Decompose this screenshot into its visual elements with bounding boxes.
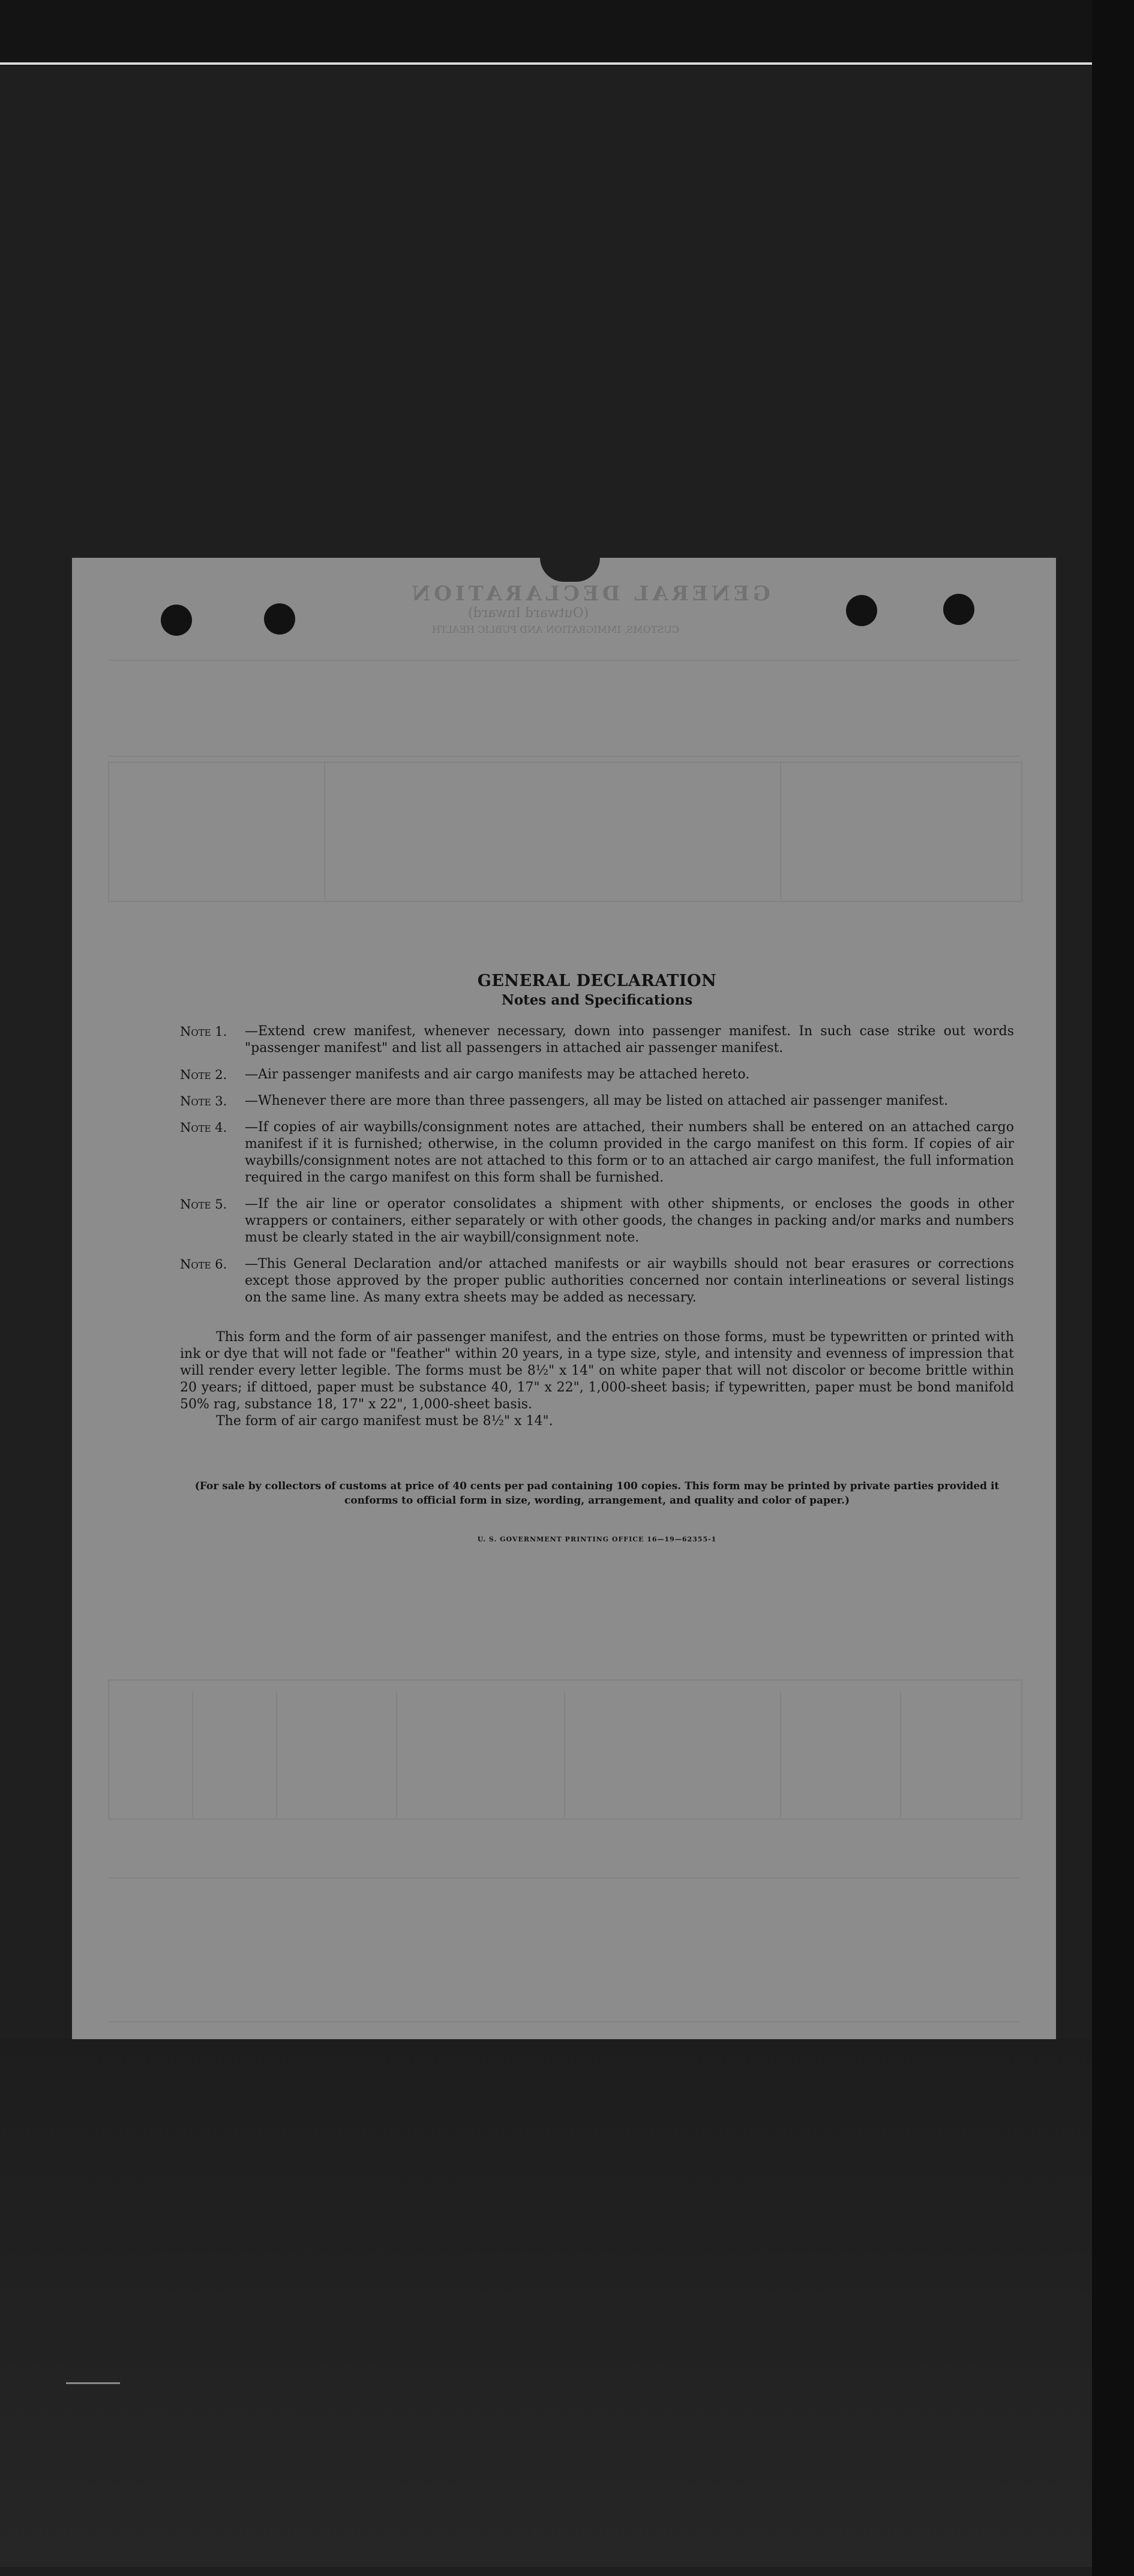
film-right-edge — [1092, 0, 1134, 2576]
notes-and-specifications — [180, 972, 1014, 1543]
bleed-through-line: CUSTOMS, IMMIGRATION AND PUBLIC HEALTH — [432, 624, 680, 635]
note-label: Note 2. — [180, 1068, 227, 1082]
ghost-column — [780, 1691, 781, 1817]
note-label: Note 5. — [180, 1197, 227, 1212]
note-3 — [180, 1093, 1014, 1110]
note-5 — [180, 1196, 1014, 1246]
note-2 — [180, 1066, 1014, 1083]
document-sheet — [72, 558, 1056, 2039]
ghost-rule — [108, 660, 1020, 661]
note-label: Note 3. — [180, 1094, 227, 1108]
note-text: —Air passenger manifests and air cargo manifests may be attached hereto. — [245, 1067, 750, 1082]
ghost-column — [900, 1691, 901, 1817]
note-label: Note 6. — [180, 1257, 227, 1272]
bleed-through-subtitle: (Outward Inward) — [468, 606, 589, 621]
bleed-through-title: GENERAL DECLARATION — [408, 582, 770, 606]
page-subtitle: Notes and Specifications — [501, 992, 693, 1008]
ghost-column — [396, 1691, 397, 1817]
note-text: —If the air line or operator consolidates a shipment with other shipments, or encloses the goods in other wrappers or containers, either separately or with other goods, the changes in packing and/or marks and numbers must be clearly stated in the air waybill/consignment note. — [245, 1197, 1014, 1245]
printer-imprint: U. S. GOVERNMENT PRINTING OFFICE 16—19—62355-1 — [477, 1535, 717, 1543]
note-label: Note 1. — [180, 1024, 227, 1039]
note-text: —Extend crew manifest, whenever necessary, down into passenger manifest. In such case strike out words "passenger manifest" and list all passengers in attached air passenger manifest. — [245, 1024, 1014, 1056]
form-specification-paragraph: This form and the form of air passenger manifest, and the entries on those forms, must be typewritten or printed with ink or dye that will not fade or "feather" within 20 years, in a type size, style, and intensity and evenness of impression that will render every letter legible. The forms must be 8½" x 14" on white paper that will not discolor or become brittle within 20 years; if dittoed, paper must be substance 40, 17" x 22", 1,000-sheet basis; if typewritten, paper must be bond manifold 50% rag, substance 18, 17" x 22", 1,000-sheet basis. — [180, 1330, 1014, 1412]
page-title: GENERAL DECLARATION — [477, 972, 717, 990]
ghost-column — [780, 762, 781, 900]
film-top-strip — [0, 0, 1134, 66]
note-6 — [180, 1256, 1014, 1306]
note-text: —Whenever there are more than three passengers, all may be listed on attached air passenger manifest. — [245, 1093, 949, 1108]
ghost-column — [324, 762, 325, 900]
note-1 — [180, 1023, 1014, 1057]
film-lower-band — [0, 2039, 1134, 2567]
note-text: —This General Declaration and/or attached manifests or air waybills should not bear erasures or corrections except those approved by the proper public authorities concerned nor contain interlineations or several listings on the same line. As many extra sheets may be added as necessary. — [245, 1257, 1014, 1305]
cargo-manifest-size-line: The form of air cargo manifest must be 8½" x 14". — [216, 1414, 553, 1429]
note-label: Note 4. — [180, 1120, 227, 1135]
film-frame-mark — [66, 2382, 120, 2384]
note-text: —If copies of air waybills/consignment notes are attached, their numbers shall be entered on an attached cargo manifest if it is furnished; otherwise, in the column provided in the cargo manifest on this form. If copies of air waybills/consignment notes are not attached to this form or to an attached air cargo manifest, the full information required in the cargo manifest on this form shall be furnished. — [245, 1120, 1014, 1185]
punch-hole-right-1 — [846, 595, 877, 626]
ghost-column — [276, 1691, 277, 1817]
punch-hole-left-2 — [264, 603, 295, 635]
ghost-column — [192, 1691, 193, 1817]
ghost-column — [564, 1691, 565, 1817]
note-4 — [180, 1119, 1014, 1186]
ghost-cargo-table — [108, 1679, 1022, 1820]
sale-note: (For sale by collectors of customs at price of 40 cents per pad containing 100 copies. This form may be printed by private parties provided it conforms to official form in size, wording, arrangement, and quality and color of paper.) — [194, 1480, 1000, 1507]
ghost-rule — [108, 756, 1020, 757]
ghost-table — [108, 762, 1022, 902]
ghost-rule — [108, 2021, 1020, 2022]
punch-hole-left-1 — [161, 605, 192, 636]
punch-hole-right-2 — [943, 594, 974, 625]
sheet-notch — [540, 558, 600, 582]
film-edge-line — [0, 62, 1134, 65]
ghost-rule — [108, 1877, 1020, 1878]
